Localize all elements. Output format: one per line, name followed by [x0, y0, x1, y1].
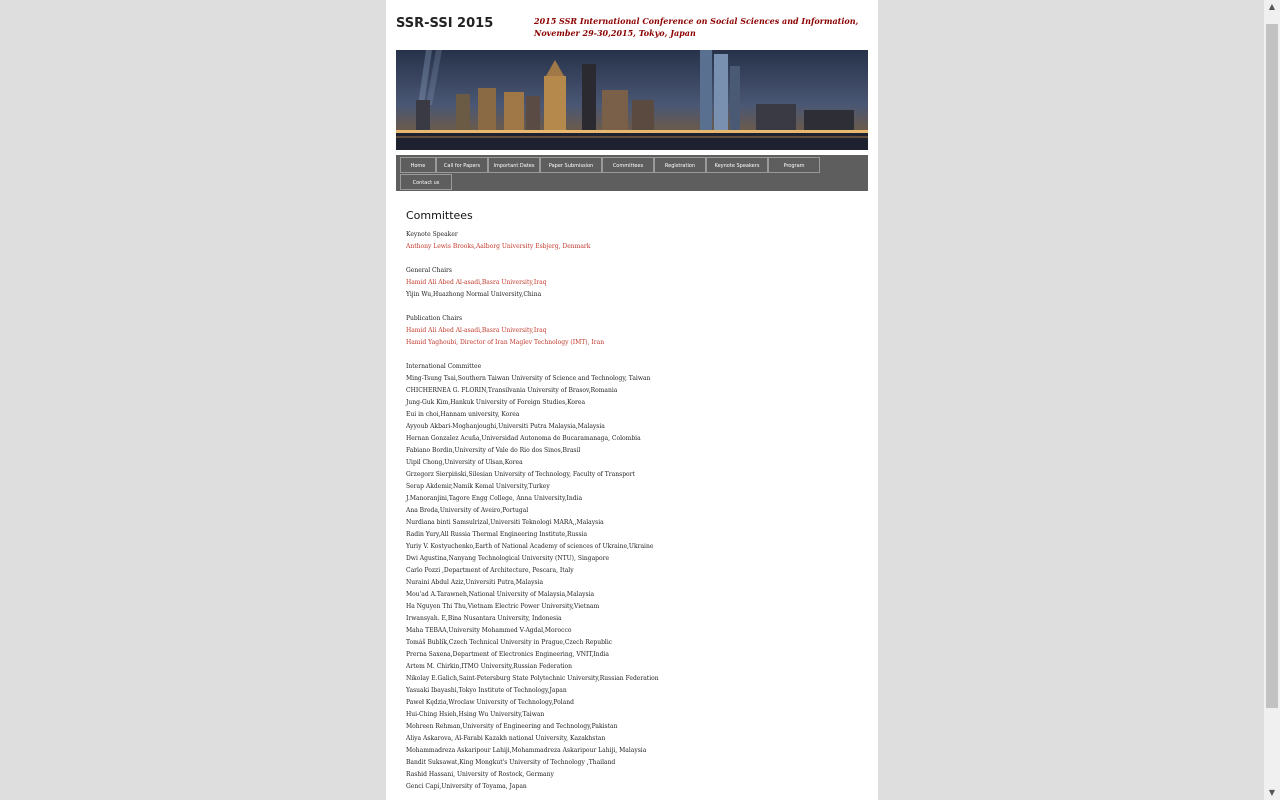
committee-member: Anthony Lewis Brooks,Aalborg University Esbjerg, Denmark	[406, 243, 591, 250]
scroll-up-arrow-icon[interactable]: ▲	[1268, 2, 1276, 11]
scroll-down-arrow-icon[interactable]: ▼	[1268, 788, 1276, 797]
nav-call-for-papers[interactable]: Call for Papers	[436, 157, 488, 173]
committee-member: Hui-Ching Hsieh,Hsing Wu University,Taiwan	[406, 711, 545, 718]
committee-member: Fabiano Bordin,University of Vale do Rio dos Sinos,Brasil	[406, 447, 581, 454]
section-spacer	[406, 349, 866, 361]
committee-section-title: General Chairs	[406, 267, 452, 274]
committee-member: Serap Akdemir,Namik Kemal University,Turkey	[406, 483, 550, 490]
committee-member: Genci Capi,University of Toyama, Japan	[406, 783, 527, 790]
committee-member: CHICHERNEA G. FLORIN,Transilvania University of Brasov,Romania	[406, 387, 618, 394]
committee-member: Rashid Hassani, University of Rostock, Germany	[406, 771, 554, 778]
committee-member: Artem M. Chirkin,ITMO University,Russian Federation	[406, 663, 573, 670]
city-skyline-banner	[396, 50, 868, 150]
nav-program[interactable]: Program	[768, 157, 820, 173]
committee-member: Paweł Kędzia,Wroclaw University of Technology,Poland	[406, 699, 574, 706]
committee-member: Uipil Chong,University of Ulsan,Korea	[406, 459, 523, 466]
page-heading: Committees	[406, 209, 473, 222]
nav-committees[interactable]: Committees	[602, 157, 654, 173]
section-spacer	[406, 253, 866, 265]
committee-member: Mohreen Rehman,University of Engineering and Technology,Pakistan	[406, 723, 618, 730]
committee-member: Hamid Yaghoubi, Director of Iran Maglev Technology (IMT), Iran	[406, 339, 605, 346]
committee-member: Aliya Askarova, Al-Farabi Kazakh national University, Kazakhstan	[406, 735, 606, 742]
committee-member: Ayyoub Akbari-Moghanjoughi,Universiti Putra Malaysia,Malaysia	[406, 423, 605, 430]
nav-registration[interactable]: Registration	[654, 157, 706, 173]
committee-member: Yuriy V. Kostyuchenko,Earth of National Academy of sciences of Ukraine,Ukraine	[406, 543, 654, 550]
site-title: SSR-SSI 2015	[396, 16, 494, 31]
committee-member: Mou'ad A.Tarawneh,National University of Malaysia,Malaysia	[406, 591, 595, 598]
committee-sections	[406, 229, 866, 793]
nav-important-dates[interactable]: Important Dates	[488, 157, 540, 173]
committee-member: Nuraini Abdul Aziz,Universiti Putra,Malaysia	[406, 579, 544, 586]
committee-member: Tomáš Bublík,Czech Technical University in Prague,Czech Republic	[406, 639, 613, 646]
committee-member: Radin Yury,All Russia Thermal Engineering Institute,Russia	[406, 531, 588, 538]
committee-member: Nurdiana binti Samsulrizal,Universiti Teknologi MARA,,Malaysia	[406, 519, 604, 526]
committees-content	[406, 209, 866, 793]
committee-member: Carlo Pozzi ,Department of Architecture, Pescara, Italy	[406, 567, 574, 574]
committee-member: Grzegorz Sierpiński,Silesian University of Technology, Faculty of Transport	[406, 471, 635, 478]
nav-paper-submission[interactable]: Paper Submission	[540, 157, 602, 173]
nav-home[interactable]: Home	[400, 157, 436, 173]
committee-member: Prerna Saxena,Department of Electronics Engineering, VNIT,India	[406, 651, 609, 658]
scrollbar-thumb[interactable]	[1266, 24, 1278, 708]
committee-member: Mohammadreza Askaripour Lahiji,Mohammadreza Askaripour Lahiji, Malaysia	[406, 747, 647, 754]
committee-member: Hamid Ali Abed Al-asadi,Basra University,Iraq	[406, 279, 547, 286]
conference-title-line-2: November 29-30,2015, Tokyo, Japan	[534, 28, 696, 38]
committee-member: Yasuaki Ibayashi,Tokyo Institute of Technology,Japan	[406, 687, 567, 694]
committee-section-title: Keynote Speaker	[406, 231, 458, 238]
nav-contact-us[interactable]: Contact us	[400, 174, 452, 190]
committee-member: Irwansyah. E,Bina Nusantara University, Indonesia	[406, 615, 562, 622]
committee-member: Ming-Tsung Tsai,Southern Taiwan University of Science and Technology, Taiwan	[406, 375, 651, 382]
committee-section-title: Publication Chairs	[406, 315, 463, 322]
committee-section-title: International Committee	[406, 363, 482, 370]
committee-member: Ana Breda,University of Aveiro,Portugal	[406, 507, 529, 514]
conference-title-line-1: 2015 SSR International Conference on Social Sciences and Information,	[534, 16, 859, 26]
committee-member: Maha TEBAA,University Mohammed V-Agdal,Morocco	[406, 627, 572, 634]
committee-member: Eui in choi,Hannam university, Korea	[406, 411, 520, 418]
skyline-image	[396, 50, 868, 150]
section-spacer	[406, 301, 866, 313]
committee-member: Jung-Guk Kim,Hankuk University of Foreign Studies,Korea	[406, 399, 586, 406]
nav-keynote-speakers[interactable]: Keynote Speakers	[706, 157, 768, 173]
committee-member: Ha Nguyen Thi Thu,Vietnam Electric Power University,Vietnam	[406, 603, 600, 610]
committee-member: Yijin Wu,Huazhong Normal University,China	[406, 291, 542, 298]
main-navigation	[396, 155, 868, 191]
committee-member: J.Manoranjini,Tagore Engg College, Anna University,India	[406, 495, 583, 502]
page-container	[386, 0, 878, 800]
vertical-scrollbar[interactable]	[1264, 0, 1280, 800]
committee-member: Hamid Ali Abed Al-asadi,Basra University,Iraq	[406, 327, 547, 334]
committee-member: Nikolay E.Galich,Saint-Petersburg State Polytechnic University,Russian Federation	[406, 675, 659, 682]
committee-member: Bandit Suksawat,King Mongkut's University of Technology ,Thailand	[406, 759, 616, 766]
committee-member: Hernan Gonzalez Acuña,Universidad Autonoma de Bucaramanaga, Colombia	[406, 435, 641, 442]
committee-member: Dwi Agustina,Nanyang Technological University (NTU), Singapore	[406, 555, 610, 562]
